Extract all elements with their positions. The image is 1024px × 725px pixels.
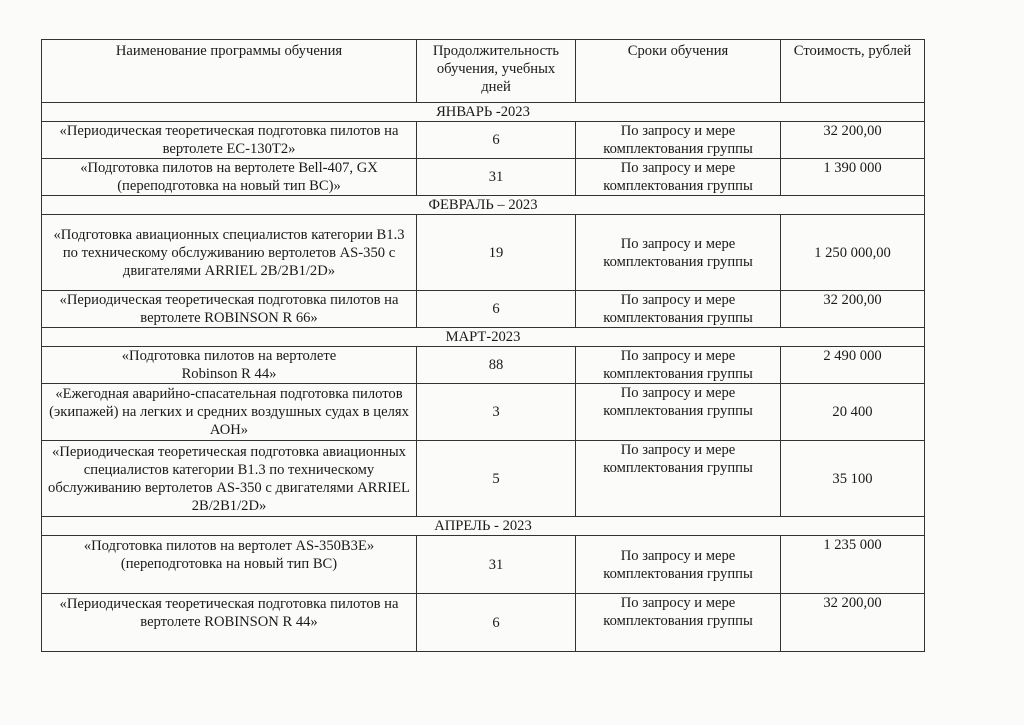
training-schedule-table: [41, 39, 925, 652]
program-cost: 32 200,00: [781, 291, 925, 328]
program-cost: 1 235 000: [781, 536, 925, 594]
program-cost: 32 200,00: [781, 122, 925, 159]
program-duration: 6: [417, 122, 576, 159]
month-label: МАРТ-2023: [42, 328, 925, 347]
program-duration: 6: [417, 594, 576, 652]
table-row: [42, 122, 925, 159]
program-name: «Подготовка пилотов на вертолете Bell-407, GX (переподготовка на новый тип ВС)»: [42, 159, 417, 196]
table-header-row: [42, 40, 925, 103]
program-name: «Периодическая теоретическая подготовка пилотов на вертолете ЕС-130Т2»: [42, 122, 417, 159]
program-cost: 35 100: [781, 441, 925, 517]
header-cost: Стоимость, рублей: [781, 40, 925, 103]
month-row-march: [42, 328, 925, 347]
program-terms: По запросу и мере комплектования группы: [576, 384, 781, 441]
program-name: «Периодическая теоретическая подготовка авиационных специалистов категории В1.3 по техническому обслуживанию вертолетов AS-350 с двигателями ARRIEL 2В/2В1/2D»: [42, 441, 417, 517]
program-terms: По запросу и мере комплектования группы: [576, 536, 781, 594]
program-terms: По запросу и мере комплектования группы: [576, 347, 781, 384]
month-label: ЯНВАРЬ -2023: [42, 103, 925, 122]
program-name: «Периодическая теоретическая подготовка пилотов на вертолете ROBINSON R 66»: [42, 291, 417, 328]
program-duration: 5: [417, 441, 576, 517]
month-row-february: [42, 196, 925, 215]
program-name: «Подготовка пилотов на вертолет AS-350В3Е» (переподготовка на новый тип ВС): [42, 536, 417, 594]
header-duration: Продолжительность обучения, учебных дней: [417, 40, 576, 103]
program-terms: По запросу и мере комплектования группы: [576, 215, 781, 291]
program-name: «Ежегодная аварийно-спасательная подготовка пилотов (экипажей) на легких и средних воздушных судах в целях АОН»: [42, 384, 417, 441]
program-name: [42, 347, 417, 384]
program-cost: 1 390 000: [781, 159, 925, 196]
header-terms: Сроки обучения: [576, 40, 781, 103]
program-duration: 31: [417, 159, 576, 196]
program-cost: 1 250 000,00: [781, 215, 925, 291]
table-row: [42, 215, 925, 291]
program-name: «Периодическая теоретическая подготовка пилотов на вертолете ROBINSON R 44»: [42, 594, 417, 652]
program-duration: 19: [417, 215, 576, 291]
program-cost: 2 490 000: [781, 347, 925, 384]
month-label: ФЕВРАЛЬ – 2023: [42, 196, 925, 215]
program-cost: 32 200,00: [781, 594, 925, 652]
table-row: [42, 384, 925, 441]
header-program-name: Наименование программы обучения: [42, 40, 417, 103]
program-terms: По запросу и мере комплектования группы: [576, 291, 781, 328]
program-duration: 31: [417, 536, 576, 594]
program-terms: По запросу и мере комплектования группы: [576, 594, 781, 652]
month-label: АПРЕЛЬ - 2023: [42, 517, 925, 536]
program-cost: 20 400: [781, 384, 925, 441]
table-row: [42, 291, 925, 328]
table-row: [42, 594, 925, 652]
table-row: [42, 159, 925, 196]
program-duration: 88: [417, 347, 576, 384]
program-duration: 3: [417, 384, 576, 441]
program-terms: По запросу и мере комплектования группы: [576, 159, 781, 196]
table-row: [42, 441, 925, 517]
program-terms: По запросу и мере комплектования группы: [576, 122, 781, 159]
program-terms: По запросу и мере комплектования группы: [576, 441, 781, 517]
program-name-line: «Подготовка пилотов на вертолете Robinson R 44»: [121, 348, 337, 382]
program-name: «Подготовка авиационных специалистов категории В1.3 по техническому обслуживанию вертолетов AS-350 с двигателями ARRIEL 2В/2В1/2D»: [42, 215, 417, 291]
month-row-april: [42, 517, 925, 536]
table-row: [42, 347, 925, 384]
table-row: [42, 536, 925, 594]
month-row-january: [42, 103, 925, 122]
program-duration: 6: [417, 291, 576, 328]
